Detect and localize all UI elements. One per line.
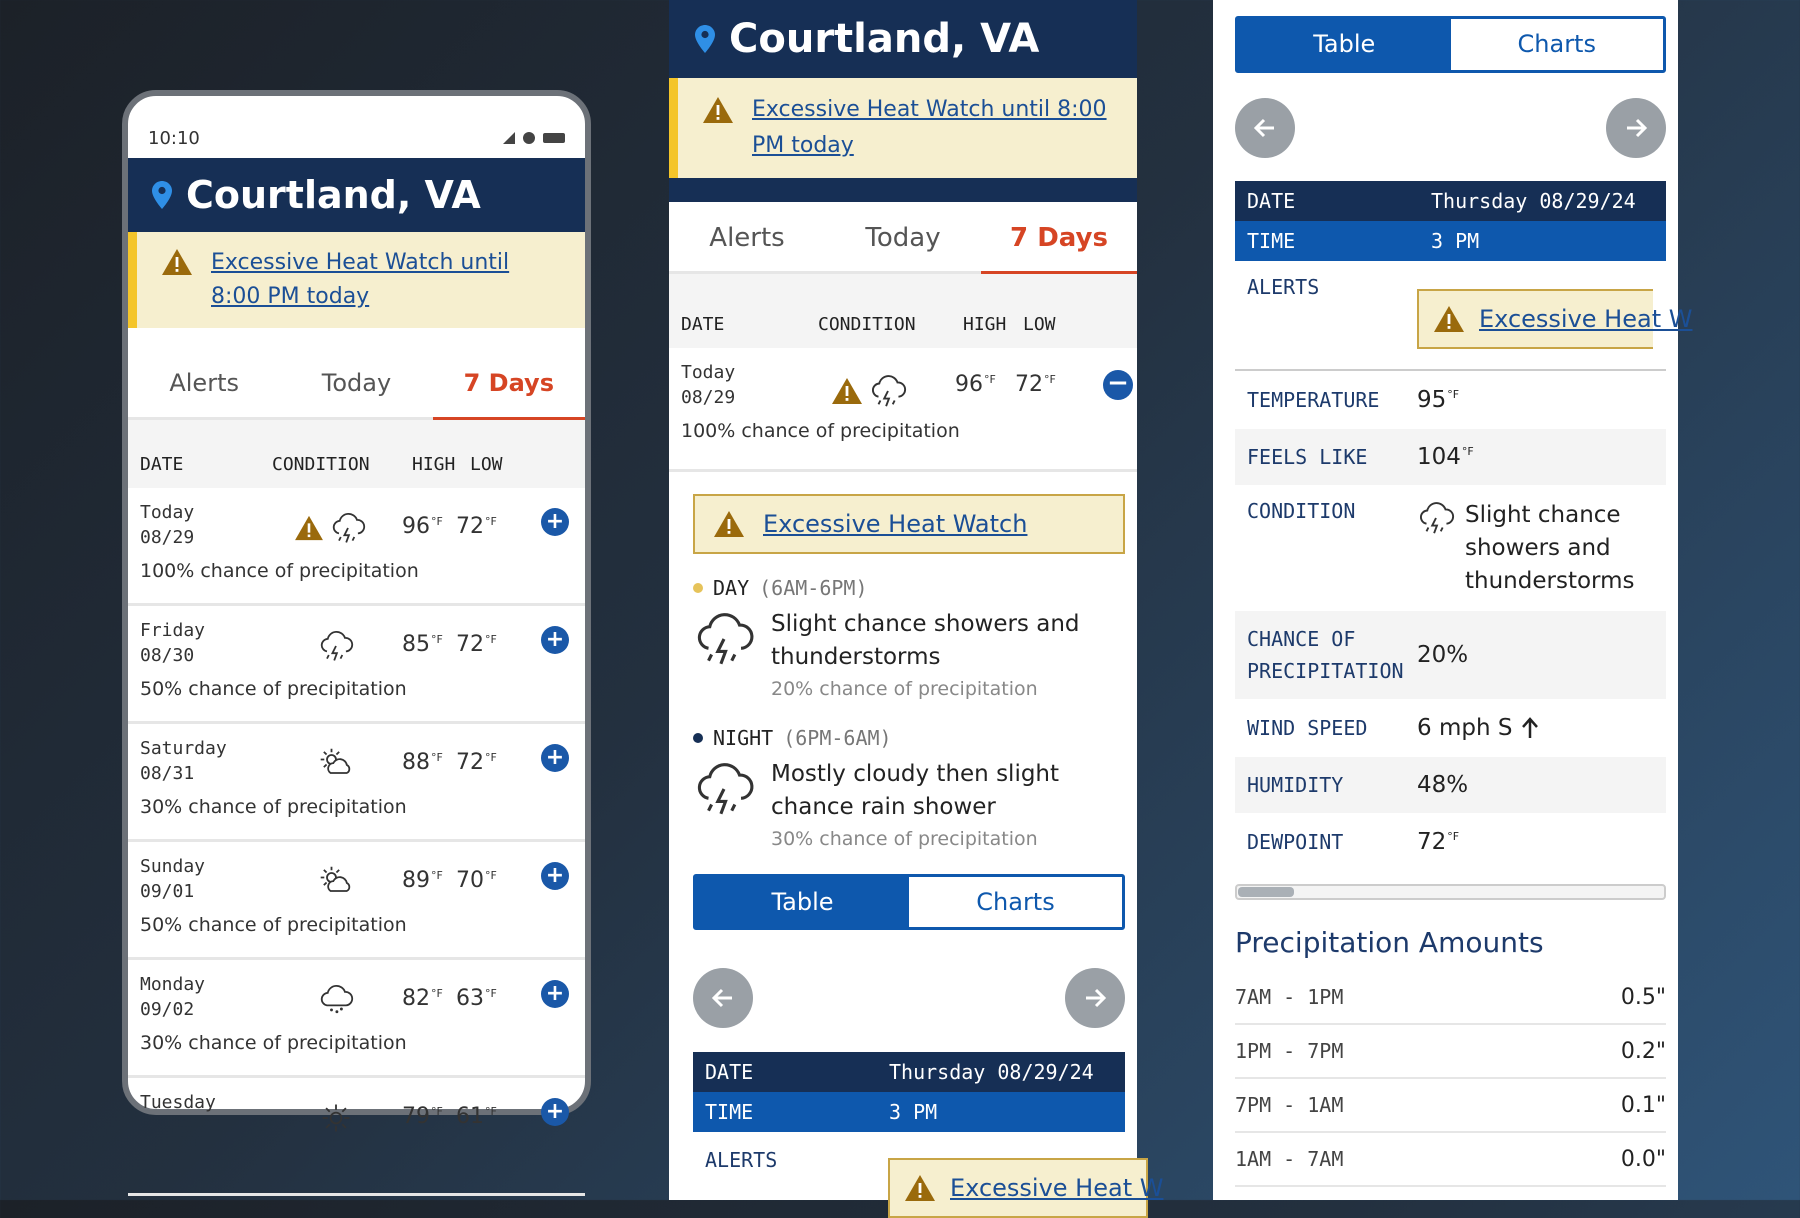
row-date-value: 08/29	[681, 387, 736, 408]
arrow-left-icon	[708, 983, 738, 1013]
forecast-table-header	[669, 274, 1137, 348]
forecast-tabs	[128, 346, 585, 420]
period-precip: 20% chance of precipitation	[771, 678, 1038, 700]
forecast-row[interactable]	[128, 960, 585, 1078]
detail-date-row	[693, 1052, 1125, 1092]
humidity-row	[1235, 757, 1666, 813]
header-high: HIGH	[412, 453, 456, 475]
row-high	[398, 736, 456, 775]
next-button[interactable]	[1606, 98, 1666, 158]
forecast-table-header	[128, 420, 585, 488]
time-label: TIME	[705, 1100, 754, 1124]
warning-icon	[1433, 305, 1465, 333]
thunderstorm-icon	[693, 608, 755, 670]
row-precip: 100% chance of precipitation	[681, 420, 960, 442]
heat-watch-box[interactable]	[693, 494, 1125, 554]
period-range: (6AM-6PM)	[759, 576, 868, 600]
thunderstorm-icon	[693, 758, 755, 820]
location-title: Courtland, VA	[729, 16, 1040, 62]
low-value: 61	[456, 1104, 484, 1129]
warning-icon	[294, 515, 324, 541]
low-value: 72	[1015, 372, 1043, 397]
day-dot-icon	[693, 583, 703, 593]
wind-arrow-up-icon	[1520, 716, 1540, 740]
rain-cloud-icon	[318, 982, 354, 1018]
tab-7-days[interactable]: 7 Days	[981, 202, 1137, 271]
row-day: Today	[140, 502, 195, 523]
row-date	[140, 618, 274, 668]
row-condition	[274, 854, 398, 900]
chance-label	[1235, 623, 1417, 687]
feels-like-value	[1417, 444, 1474, 470]
period-label: NIGHT	[713, 726, 774, 750]
row-condition	[274, 736, 398, 782]
dewpoint-label: DEWPOINT	[1247, 830, 1344, 854]
row-date	[140, 1090, 274, 1115]
arrow-right-icon	[1621, 113, 1651, 143]
row-low	[456, 1090, 497, 1129]
expand-button[interactable]: +	[541, 626, 569, 654]
detail-alert-box[interactable]	[1417, 289, 1693, 349]
phone-mockup	[122, 90, 591, 1129]
row-date	[140, 854, 274, 904]
unit: °F	[485, 868, 497, 882]
unit: °F	[984, 372, 996, 386]
prev-button[interactable]	[693, 968, 753, 1028]
high-value: 79	[402, 1104, 430, 1129]
row-low	[456, 854, 497, 893]
unit: °F	[1447, 388, 1460, 402]
time-value: 3 PM	[889, 1100, 938, 1124]
row-date	[140, 500, 274, 550]
unit: °F	[431, 514, 443, 528]
temperature-value	[1417, 387, 1459, 413]
period-header	[693, 576, 1125, 600]
battery-icon	[543, 133, 565, 143]
sun-icon	[318, 1100, 354, 1136]
row-date	[140, 972, 274, 1022]
date-value: Thursday 08/29/24	[889, 1060, 1094, 1084]
row-high	[955, 360, 1015, 397]
status-icons	[503, 132, 565, 144]
unit: °F	[485, 514, 497, 528]
unit: °F	[431, 1104, 443, 1118]
alerts-label: ALERTS	[705, 1148, 778, 1172]
row-high	[398, 972, 456, 1011]
forecast-row[interactable]	[128, 606, 585, 724]
temperature-label: TEMPERATURE	[1247, 388, 1380, 412]
unit: °F	[485, 750, 497, 764]
precip-row	[1235, 1133, 1666, 1187]
row-condition	[274, 1090, 398, 1136]
high-value: 82	[402, 986, 430, 1011]
precip-row	[1235, 1079, 1666, 1133]
row-date	[140, 736, 274, 786]
expand-button[interactable]: +	[541, 744, 569, 772]
location-header	[669, 0, 1137, 78]
warning-icon	[702, 96, 734, 124]
forecast-row[interactable]	[128, 842, 585, 960]
unit: °F	[1461, 445, 1474, 459]
row-low	[456, 618, 497, 657]
humidity-value: 48%	[1417, 772, 1469, 798]
chance-value: 20%	[1417, 642, 1469, 668]
detail-time-row	[693, 1092, 1125, 1132]
forecast-row[interactable]	[128, 1078, 585, 1196]
unit: °F	[431, 986, 443, 1000]
dewpoint-value	[1417, 829, 1459, 855]
row-high	[398, 854, 456, 893]
row-high	[398, 500, 456, 539]
date-label: DATE	[705, 1060, 754, 1084]
dewpoint-number: 72	[1417, 829, 1447, 855]
feels-like-row	[1235, 429, 1666, 485]
tab-alerts[interactable]: Alerts	[169, 369, 239, 397]
wifi-icon	[523, 132, 535, 144]
thunderstorm-icon	[1417, 499, 1455, 537]
location-pin-icon	[695, 25, 715, 53]
precip-list	[1213, 971, 1678, 1187]
feels-like-label: FEELS LIKE	[1247, 445, 1368, 469]
row-precip: 30% chance of precipitation	[140, 1032, 407, 1054]
low-value: 72	[456, 514, 484, 539]
time-value: 3 PM	[1431, 229, 1480, 253]
row-day: Friday	[140, 620, 206, 641]
chance-label-line2: PRECIPITATION	[1247, 659, 1404, 683]
warning-icon	[831, 377, 863, 405]
detail-time-row	[1235, 221, 1666, 261]
row-condition	[274, 500, 398, 546]
expand-button[interactable]: +	[541, 508, 569, 536]
low-value: 70	[456, 868, 484, 893]
period-text: Slight chance showers and thunderstorms	[771, 611, 1080, 670]
wind-row	[1235, 699, 1666, 757]
row-high	[398, 618, 456, 657]
forecast-row[interactable]	[128, 488, 585, 606]
row-day: Saturday	[140, 738, 227, 759]
expand-button[interactable]: +	[541, 1098, 569, 1126]
low-value: 63	[456, 986, 484, 1011]
partly-sunny-icon	[318, 864, 354, 900]
alert-banner[interactable]	[128, 232, 585, 328]
row-high	[398, 1090, 456, 1129]
unit: °F	[1044, 372, 1056, 386]
row-day: Monday	[140, 974, 206, 995]
charts-toggle-button[interactable]: Charts	[909, 877, 1122, 927]
date-value: Thursday 08/29/24	[1431, 189, 1636, 213]
high-value: 96	[402, 514, 430, 539]
row-day: Sunday	[140, 856, 206, 877]
row-precip: 50% chance of precipitation	[140, 678, 407, 700]
precip-row	[1235, 971, 1666, 1025]
row-date	[681, 360, 831, 410]
expand-button[interactable]: +	[541, 980, 569, 1008]
view-toggle	[1235, 16, 1666, 73]
tab-today[interactable]: Today	[865, 223, 941, 253]
detail-alert-link[interactable]: Excessive Heat W	[950, 1174, 1164, 1202]
alerts-row	[1235, 261, 1693, 371]
collapse-button[interactable]: −	[1103, 370, 1133, 400]
heat-watch-link[interactable]: Excessive Heat Watch	[763, 510, 1028, 538]
alert-strip	[128, 232, 585, 328]
alert-link[interactable]: Excessive Heat Watch until 8:00 PM today	[752, 97, 1107, 158]
table-toggle-button[interactable]: Table	[1238, 19, 1451, 70]
scrollbar-thumb[interactable]	[1238, 887, 1294, 897]
expand-button[interactable]: +	[541, 862, 569, 890]
unit: °F	[431, 632, 443, 646]
period-text: Mostly cloudy then slight chance rain shower	[771, 761, 1060, 820]
row-date-value: 08/31	[140, 763, 195, 784]
period-range: (6PM-6AM)	[783, 726, 892, 750]
alert-link[interactable]: Excessive Heat Watch until 8:00 PM today	[211, 250, 510, 309]
row-date-value: 09/01	[140, 881, 195, 902]
location-pin-icon	[152, 181, 172, 209]
view-toggle	[693, 874, 1125, 930]
period-precip: 30% chance of precipitation	[771, 828, 1038, 850]
detail-alert-box[interactable]	[888, 1158, 1164, 1218]
temperature-row	[1235, 371, 1666, 429]
warning-icon	[904, 1174, 936, 1202]
high-value: 96	[955, 372, 983, 397]
precip-range: 7AM - 1PM	[1235, 985, 1344, 1009]
unit: °F	[431, 868, 443, 882]
condition-label: CONDITION	[1247, 499, 1356, 523]
wind-label: WIND SPEED	[1247, 716, 1368, 740]
row-precip: 30% chance of precipitation	[140, 796, 407, 818]
detail-alert-link[interactable]: Excessive Heat W	[1479, 305, 1693, 333]
partly-sunny-icon	[318, 746, 354, 782]
precip-section	[1213, 926, 1678, 1187]
high-value: 88	[402, 750, 430, 775]
forecast-row[interactable]	[128, 724, 585, 842]
forecast-list	[128, 488, 585, 1196]
header-date: DATE	[140, 453, 184, 475]
unit: °F	[485, 986, 497, 1000]
time-label: TIME	[1247, 229, 1296, 253]
precip-amount: 0.1"	[1620, 1092, 1666, 1118]
row-low	[456, 500, 497, 539]
precip-range: 1PM - 7PM	[1235, 1039, 1344, 1063]
forecast-tabs	[669, 202, 1137, 274]
humidity-label: HUMIDITY	[1247, 773, 1344, 797]
period-label: DAY	[713, 576, 750, 600]
night-dot-icon	[693, 733, 703, 743]
row-precip: 50% chance of precipitation	[140, 914, 407, 936]
detail-panel-right	[1213, 0, 1693, 1200]
warning-icon	[161, 248, 193, 276]
row-low	[456, 736, 497, 775]
high-value: 89	[402, 868, 430, 893]
dewpoint-row	[1235, 813, 1666, 871]
precip-range: 7PM - 1AM	[1235, 1093, 1344, 1117]
temperature-number: 95	[1417, 387, 1447, 413]
warning-icon	[713, 510, 745, 538]
header-low: LOW	[470, 453, 503, 475]
row-condition	[274, 972, 398, 1018]
date-label: DATE	[1247, 189, 1296, 213]
status-time: 10:10	[148, 127, 200, 149]
precip-amount: 0.5"	[1620, 984, 1666, 1010]
header-low: LOW	[1023, 313, 1056, 335]
location-title: Courtland, VA	[186, 173, 481, 217]
tab-alerts[interactable]: Alerts	[709, 223, 785, 253]
header-condition: CONDITION	[272, 453, 370, 475]
condition-row	[1235, 485, 1666, 611]
row-condition	[831, 360, 955, 410]
detail-date-row	[1235, 181, 1666, 221]
chance-row	[1235, 611, 1666, 699]
row-date-value: 08/29	[140, 527, 195, 548]
row-date-value: 08/30	[140, 645, 195, 666]
alert-strip	[669, 178, 1137, 202]
precip-amount: 0.0"	[1620, 1146, 1666, 1172]
forecast-row-expanded[interactable]	[669, 348, 1137, 472]
row-date-value: 09/02	[140, 999, 195, 1020]
prev-button[interactable]	[1235, 98, 1295, 158]
condition-value: Slight chance showers and thunderstorms	[1465, 502, 1635, 594]
table-toggle-button[interactable]: Table	[696, 877, 909, 927]
row-precip: 100% chance of precipitation	[140, 560, 419, 582]
next-button[interactable]	[1065, 968, 1125, 1028]
location-header	[128, 158, 585, 232]
unit: °F	[1447, 830, 1460, 844]
precip-amount: 0.2"	[1620, 1038, 1666, 1064]
thunderstorm-icon	[869, 372, 907, 410]
row-low	[456, 972, 497, 1011]
charts-toggle-button[interactable]: Charts	[1451, 19, 1664, 70]
low-value: 72	[456, 750, 484, 775]
unit: °F	[431, 750, 443, 764]
night-period	[693, 726, 1125, 850]
period-header	[693, 726, 1125, 750]
header-condition: CONDITION	[818, 313, 916, 335]
thunderstorm-icon	[330, 510, 366, 546]
tab-7-days[interactable]: 7 Days	[433, 346, 585, 417]
precip-title: Precipitation Amounts	[1235, 926, 1544, 959]
thunderstorm-icon	[318, 628, 354, 664]
signal-icon	[503, 132, 515, 144]
row-day: Tuesday	[140, 1092, 216, 1113]
precip-row	[1235, 1025, 1666, 1079]
wind-value: 6 mph S	[1417, 715, 1513, 741]
row-day: Today	[681, 362, 736, 383]
tab-today[interactable]: Today	[321, 369, 392, 397]
alerts-label: ALERTS	[1247, 275, 1320, 299]
high-value: 85	[402, 632, 430, 657]
low-value: 72	[456, 632, 484, 657]
row-condition	[274, 618, 398, 664]
unit: °F	[485, 1104, 497, 1118]
arrow-left-icon	[1250, 113, 1280, 143]
horizontal-scrollbar[interactable]	[1235, 884, 1666, 900]
precip-range: 1AM - 7AM	[1235, 1147, 1344, 1171]
header-date: DATE	[681, 313, 725, 335]
header-high: HIGH	[963, 313, 1007, 335]
alert-banner[interactable]	[669, 78, 1137, 178]
feels-like-number: 104	[1417, 444, 1461, 470]
row-low	[1015, 360, 1056, 397]
chance-label-line1: CHANCE OF	[1247, 627, 1356, 651]
detail-table	[1235, 181, 1693, 871]
detail-panel-middle	[669, 0, 1164, 1202]
unit: °F	[485, 632, 497, 646]
status-bar	[128, 96, 585, 158]
arrow-right-icon	[1080, 983, 1110, 1013]
day-period	[693, 576, 1125, 700]
